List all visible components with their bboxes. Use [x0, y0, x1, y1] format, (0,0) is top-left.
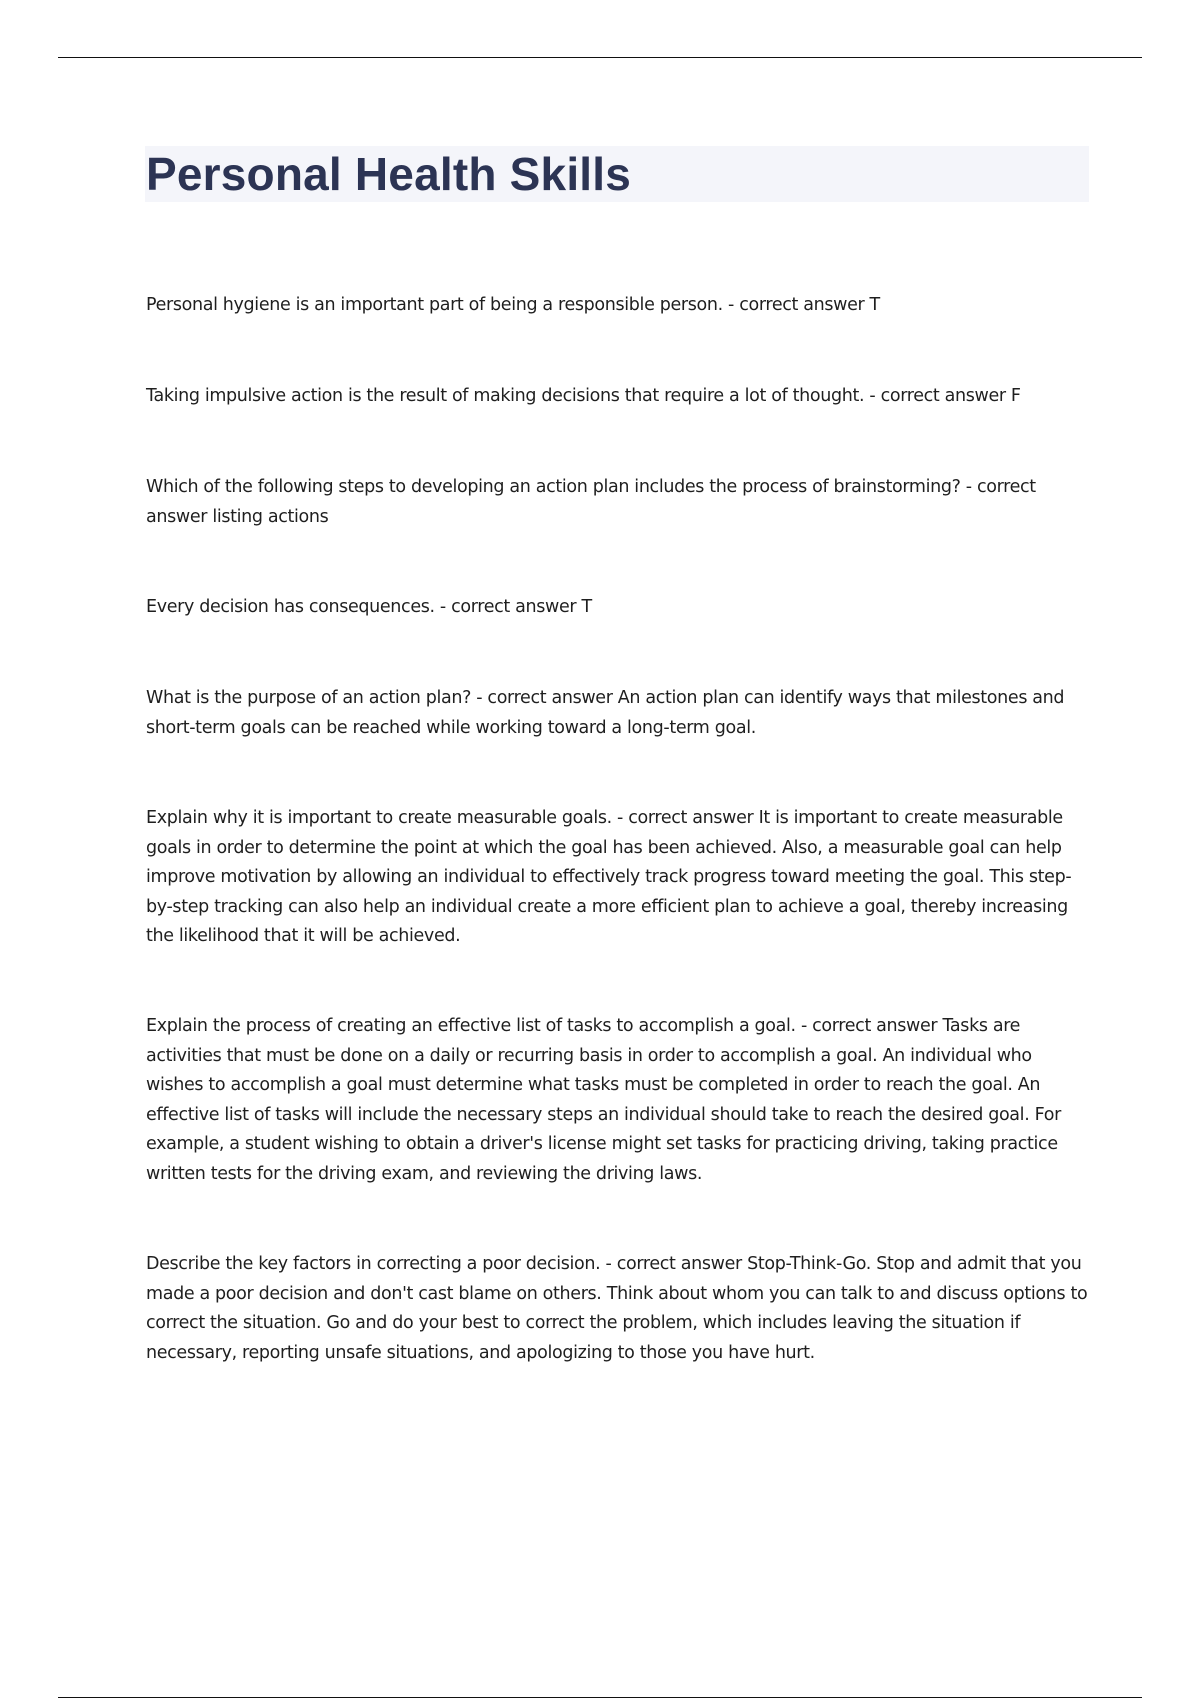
qa-item-4: Every decision has consequences. - correct answer T — [146, 597, 592, 617]
qa-item-2: Taking impulsive action is the result of making decisions that require a lot of thought. - correct answer F — [146, 386, 1021, 406]
qa-item-8: Describe the key factors in correcting a poor decision. - correct answer Stop-Think-Go. Stop and admit that you made a poor decision and don't cast blame on others. Think about whom you can talk to and discuss options to correct the situation. Go and do your best to correct the problem, which includes leaving the situation if necessary, reporting unsafe situations, and apologizing to those you have hurt. — [146, 1254, 1088, 1363]
top-rule — [58, 57, 1142, 58]
qa-item-3: Which of the following steps to developing an action plan includes the process of brainstorming? - correct answer listing actions — [146, 477, 1036, 527]
qa-item-1: Personal hygiene is an important part of being a responsible person. - correct answer T — [146, 295, 880, 315]
qa-item-7: Explain the process of creating an effective list of tasks to accomplish a goal. - correct answer Tasks are activities that must be done on a daily or recurring basis in order to accomplish a goal. An individual who wishes to accomplish a goal must determine what tasks must be completed in order to reach the goal. An effective list of tasks will include the necessary steps an individual should take to reach the desired goal. For example, a student wishing to obtain a driver's license might set tasks for practicing driving, taking practice written tests for the driving exam, and reviewing the driving laws. — [146, 1016, 1061, 1184]
bottom-rule — [58, 1697, 1142, 1698]
qa-item-6: Explain why it is important to create measurable goals. - correct answer It is important to create measurable goals in order to determine the point at which the goal has been achieved. Also, a measurable goal can help improve motivation by allowing an individual to effectively track progress toward meeting the goal. This step-by-step tracking can also help an individual create a more efficient plan to achieve a goal, thereby increasing the likelihood that it will be achieved. — [146, 808, 1072, 946]
qa-item-5: What is the purpose of an action plan? - correct answer An action plan can identify ways that milestones and short-term goals can be reached while working toward a long-term goal. — [146, 688, 1065, 738]
page-title: Personal Health Skills — [146, 148, 632, 200]
